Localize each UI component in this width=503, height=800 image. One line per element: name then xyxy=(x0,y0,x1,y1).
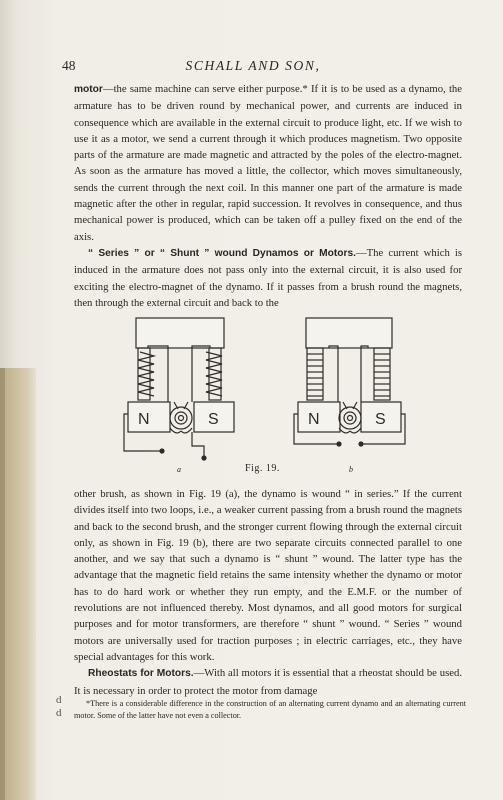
paragraph-rheostats xyxy=(74,665,462,699)
pole-label-n-b: N xyxy=(308,411,320,428)
run-in-motor: motor xyxy=(74,84,103,95)
pole-label-s-a: S xyxy=(208,411,219,428)
figure-label-a: a xyxy=(177,465,181,474)
page-number: 48 xyxy=(62,58,76,73)
paragraph-series-shunt-text: —The current which is induced in the armature does not pass only into the external circuit, it is also used for exciting the electro-magnet of the dynamo. If it passes from a brush round the magnets, then through the external circuit and back to the xyxy=(74,246,462,309)
pole-label-n-a: N xyxy=(138,411,150,428)
figure-19 xyxy=(118,316,408,476)
margin-mark-1: d xyxy=(56,694,62,706)
footnote xyxy=(74,698,466,721)
page-header xyxy=(62,57,444,75)
paragraph-series-shunt xyxy=(74,245,462,311)
section-heading-rheostats: Rheostats for Motors. xyxy=(88,668,194,680)
paragraph-rheostats-text: —With all motors it is essential that a rheostat should be used. It is necessary in order to protect the motor from damage xyxy=(74,667,462,697)
margin-mark-2: d xyxy=(56,707,62,719)
paragraph-motor xyxy=(74,81,462,245)
running-head: SCHALL AND SON, xyxy=(185,58,321,73)
binding-edge xyxy=(0,368,36,800)
figure-label-b: b xyxy=(349,465,353,474)
pole-label-s-b: S xyxy=(375,411,386,428)
body-text-top xyxy=(74,81,462,311)
paragraph-series-shunt-continued: other brush, as shown in Fig. 19 (a), the dynamo is wound “ in series.” If the current divides itself into two loops, i.e., a weaker current passing from a brush round the magnets and back to the second brush, and the stronger current flowing through the external circuit only, as shown in Fig. 19 (b), there are two separate circuits connected parallel to one another, and we say that such a dynamo is “ shunt ” wound. The latter type has the advantage that the magnetic field retains the same intensity whether the dynamo or motor has to do hard work or whether they run empty, and the E.M.F. or the number of revolutions are not influenced thereby. Most dynamos, and all good motors for surgical purposes and for motor transformers, are therefore “ shunt ” wound. “ Series ” wound motors are universally used for traction purposes ; in electric carriages, etc., they have special advantages for this work. xyxy=(74,488,462,663)
body-text-bottom xyxy=(74,486,462,699)
paragraph-motor-text: —the same machine can serve either purpose.* If it is to be used as a dynamo, the armature has to be driven round by mechanical power, and currents are induced in consequence which are available in the external circuit to produce light, etc. If we wish to use it as a motor, we send a current through it which produces magnetism. Two opposite parts of the armature are made magnetic and attracted by the poles of the electro-magnet. As soon as the armature has moved a little, the collector, which moves simultaneously, sends the current through the next coil. In this manner one part of the armature is made magnetic after the other in regular, rapid succession. It revolves in consequence, and thus mechanical power is produced, which can be taken off a pulley fixed on the end of the axis. xyxy=(74,83,462,243)
dynamo-diagrams xyxy=(118,316,408,461)
figure-caption: Fig. 19. xyxy=(245,463,280,474)
footnote-text: *There is a considerable difference in the construction of an alternating current dynamo and an alternating current motor. Some of the latter have not even a collector. xyxy=(74,699,466,720)
section-heading-series-shunt: “ Series ” or “ Shunt ” wound Dynamos or Motors. xyxy=(88,247,356,259)
diagram-a-series xyxy=(124,318,234,460)
